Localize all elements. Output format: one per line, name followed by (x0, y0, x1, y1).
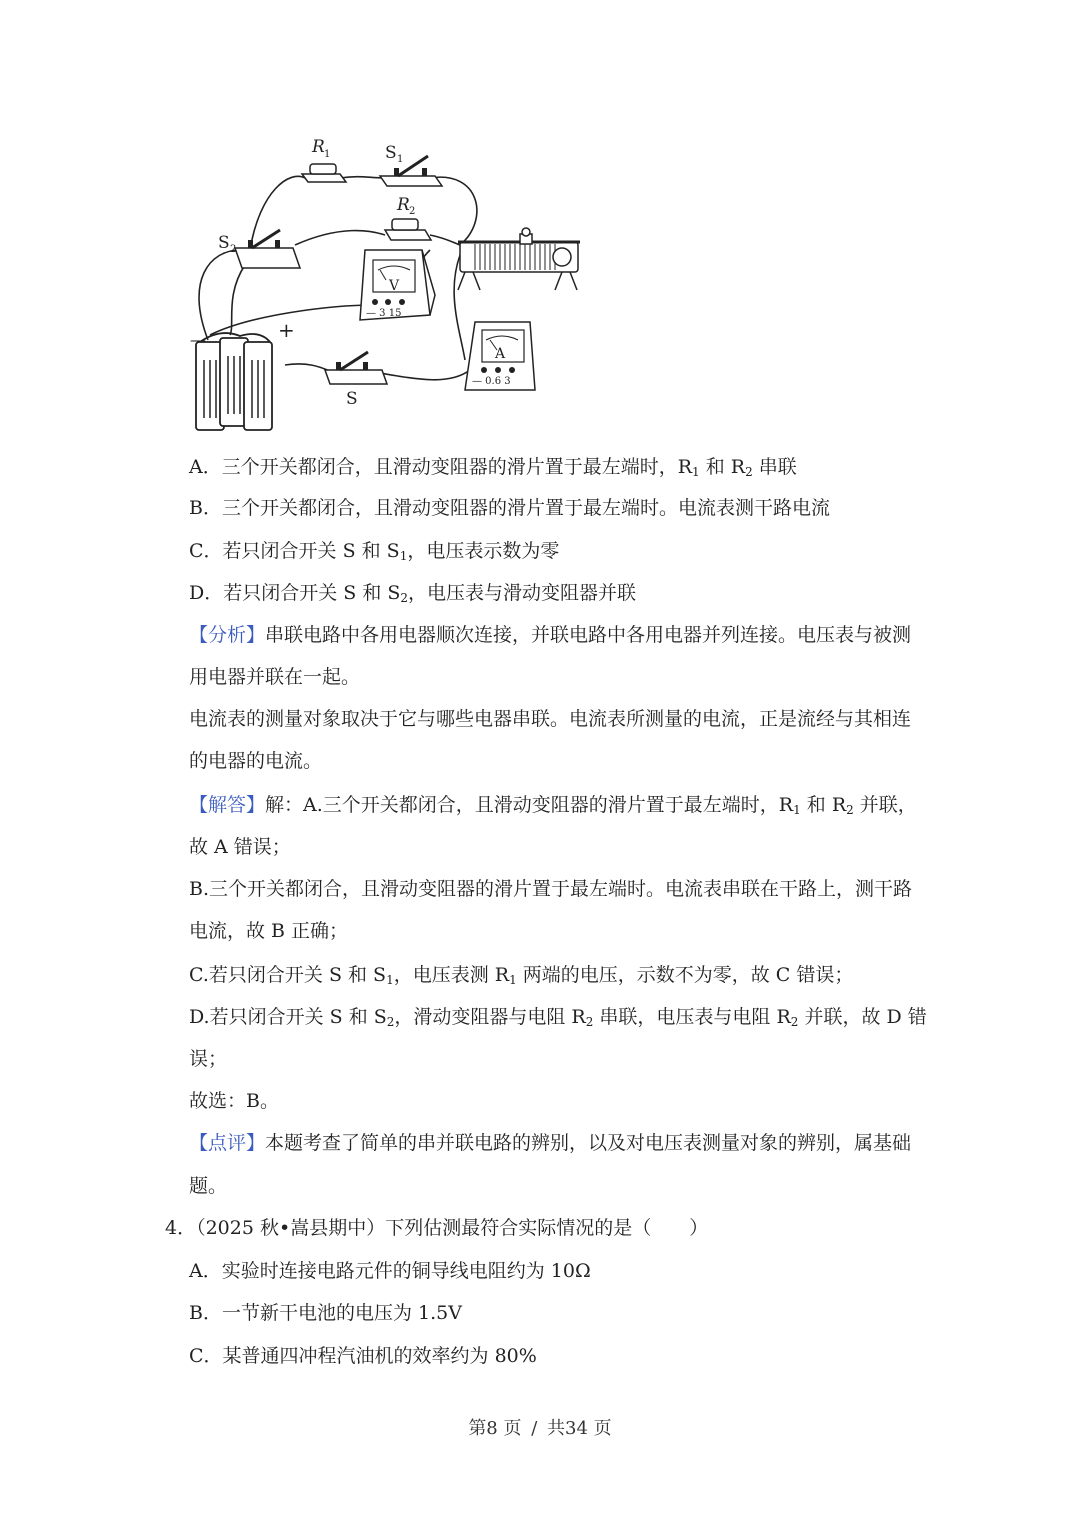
comment-line-2: 题。 (189, 1175, 228, 1197)
sliding-rheostat (458, 228, 580, 290)
q4-option-b: B．一节新干电池的电压为 1.5V (189, 1302, 462, 1324)
option-a: A．三个开关都闭合，且滑动变阻器的滑片置于最左端时，$R_1$ 和 $R_2$ 串联 (189, 456, 797, 479)
solution-line-4: 电流，故 B 正确； (189, 920, 349, 942)
voltmeter (360, 250, 435, 320)
svg-text:1: 1 (324, 149, 331, 160)
s1-label: S (385, 143, 397, 163)
page-footer (0, 1414, 1080, 1440)
solution-line-2: 故 A 错误； (189, 836, 291, 858)
switch-s (325, 352, 387, 409)
svg-text:1: 1 (397, 154, 404, 165)
page-total: 共34 页 (547, 1418, 612, 1439)
comment-tag: 【点评】 (189, 1132, 266, 1154)
option-d: D．若只闭合开关 S 和 $S_2$，电压表与滑动变阻器并联 (189, 582, 637, 605)
r1-label: R (312, 137, 325, 157)
solution-tag: 【解答】 (189, 794, 266, 816)
battery-minus-label: — (190, 330, 206, 349)
svg-text:2: 2 (230, 244, 237, 255)
page-number: 第8 页 (468, 1418, 522, 1439)
circuit-diagram (190, 130, 590, 435)
analysis-line-1: 【分析】串联电路中各用电器顺次连接，并联电路中各用电器并列连接。电压表与被测 (189, 624, 912, 646)
voltmeter-scale: — 3 15 (366, 308, 402, 319)
solution-line-7: 误； (189, 1048, 228, 1070)
option-c: C．若只闭合开关 S 和 $S_1$，电压表示数为零 (189, 540, 560, 563)
ammeter-label: A (495, 346, 506, 362)
battery-plus-label: + (278, 318, 295, 342)
switch-s1 (380, 143, 442, 186)
page-separator: / (531, 1418, 538, 1439)
q4-option-c: C．某普通四冲程汽油机的效率约为 80% (189, 1345, 537, 1367)
svg-text:2: 2 (409, 206, 416, 217)
solution-line-6: D.若只闭合开关 S 和 $S_2$，滑动变阻器与电阻 $R_2$ 串联，电压表与电阻 $R_2$ 并联，故 D 错 (189, 1006, 927, 1029)
solution-line-1: 【解答】解：A.三个开关都闭合，且滑动变阻器的滑片置于最左端时，$R_1$ 和 $R_2$ 并联， (189, 794, 917, 817)
ammeter-scale: — 0.6 3 (472, 376, 511, 387)
analysis-line-2: 用电器并联在一起。 (189, 666, 361, 688)
solution-line-3: B.三个开关都闭合，且滑动变阻器的滑片置于最左端时。电流表串联在干路上，测干路 (189, 878, 913, 900)
analysis-tag: 【分析】 (189, 624, 266, 646)
switch-s-label: S (346, 389, 358, 409)
solution-line-5: C.若只闭合开关 S 和 $S_1$，电压表测 $R_1$ 两端的电压，示数不为零，故 C 错误； (189, 964, 854, 987)
switch-s2 (218, 230, 300, 268)
battery-pack (190, 318, 295, 430)
question-4-stem: 4．（2025 秋•嵩县期中）下列估测最符合实际情况的是（ ） (165, 1217, 709, 1239)
r2-label: R (397, 195, 410, 215)
ammeter (465, 322, 535, 390)
solution-line-8: 故选：B。 (189, 1090, 279, 1112)
voltmeter-label: V (389, 278, 400, 294)
option-b: B．三个开关都闭合，且滑动变阻器的滑片置于最左端时。电流表测干路电流 (189, 497, 830, 519)
analysis-line-3: 电流表的测量对象取决于它与哪些电器串联。电流表所测量的电流，正是流经与其相连 (189, 708, 912, 730)
analysis-line-4: 的电器的电流。 (189, 750, 323, 772)
s2-label: S (218, 233, 230, 253)
comment-line-1: 【点评】本题考查了简单的串并联电路的辨别，以及对电压表测量对象的辨别，属基础 (189, 1132, 912, 1154)
resistor-r1 (302, 137, 346, 182)
resistor-r2 (385, 195, 431, 240)
q4-option-a: A．实验时连接电路元件的铜导线电阻约为 10Ω (189, 1260, 591, 1282)
